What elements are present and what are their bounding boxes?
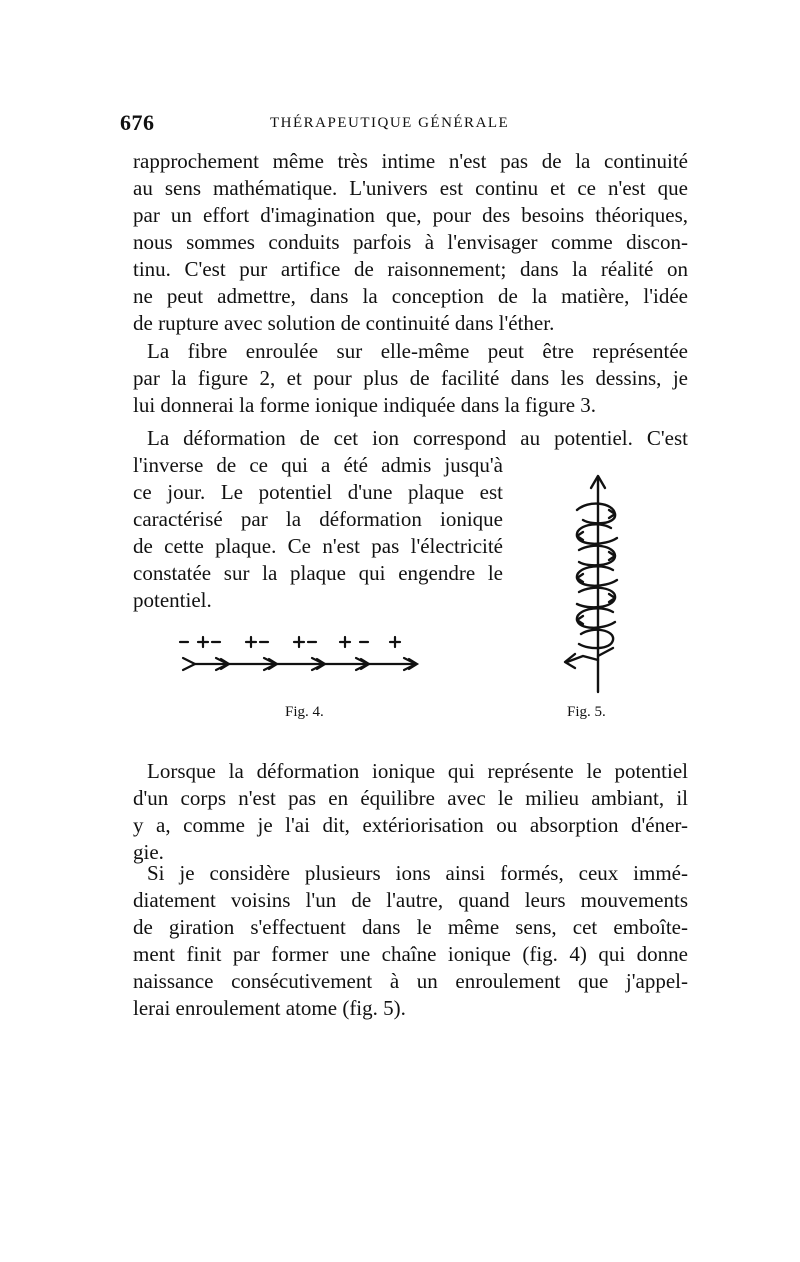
paragraph-deformation	[133, 452, 503, 614]
text-line: constatée sur la plaque qui engendre le	[133, 561, 503, 585]
fig5-caption: Fig. 5.	[567, 704, 606, 720]
text-line: ce jour. Le potentiel d'une plaque est	[133, 480, 503, 504]
fig5-atom-winding	[553, 470, 643, 700]
text-line: Lorsque la déformation ionique qui représente le potentiel	[147, 759, 688, 783]
text-line: ne peut admettre, dans la conception de la matière, l'idée	[133, 284, 688, 308]
page-header	[120, 110, 680, 138]
text-line: La fibre enroulée sur elle-même peut être représentée	[147, 339, 688, 363]
fig4-caption: Fig. 4.	[285, 704, 324, 720]
paragraph-deformation-start	[133, 425, 688, 452]
running-title: THÉRAPEUTIQUE GÉNÉRALE	[270, 115, 510, 131]
paragraph-ions	[133, 860, 688, 1022]
text-line: de giration s'effectuent dans le même sens, cet emboîte-	[133, 915, 688, 939]
text-line: gie.	[133, 840, 164, 864]
text-line: par la figure 2, et pour plus de facilité dans les dessins, je	[133, 366, 688, 390]
text-line: Si je considère plusieurs ions ainsi formés, ceux immé-	[147, 861, 688, 885]
text-line: lui donnerai la forme ionique indiquée dans la figure 3.	[133, 393, 597, 417]
figures-area	[133, 600, 688, 730]
text-line: l'inverse de ce qui a été admis jusqu'à	[133, 453, 503, 477]
paragraph-continuation	[133, 148, 688, 337]
text-line: de cette plaque. Ce n'est pas l'électricité	[133, 534, 503, 558]
paragraph-fibre	[133, 338, 688, 419]
text-line: nous sommes conduits parfois à l'envisager comme discon-	[133, 230, 688, 254]
text-line: rapprochement même très intime n'est pas de la continuité	[133, 149, 688, 173]
page-number: 676	[120, 110, 155, 135]
text-line: La déformation de cet ion correspond au potentiel. C'est	[147, 426, 688, 450]
text-line: caractérisé par la déformation ionique	[133, 507, 503, 531]
text-line: naissance consécutivement à un enroulement que j'appel-	[133, 969, 688, 993]
paragraph-equilibrium	[133, 758, 688, 866]
text-line: tinu. C'est pur artifice de raisonnement; dans la réalité on	[133, 257, 688, 281]
text-line: de rupture avec solution de continuité dans l'éther.	[133, 311, 555, 335]
text-line: d'un corps n'est pas en équilibre avec le milieu ambiant, il	[133, 786, 688, 810]
text-line: diatement voisins l'un de l'autre, quand leurs mouvements	[133, 888, 688, 912]
text-line: ment finit par former une chaîne ionique (fig. 4) qui donne	[133, 942, 688, 966]
text-line: au sens mathématique. L'univers est continu et ce n'est que	[133, 176, 688, 200]
fig4-ionic-chain	[178, 630, 448, 680]
text-line: potentiel.	[133, 588, 212, 612]
text-line: y a, comme je l'ai dit, extériorisation ou absorption d'éner-	[133, 813, 688, 837]
text-line: par un effort d'imagination que, pour des besoins théoriques,	[133, 203, 688, 227]
text-line: lerai enroulement atome (fig. 5).	[133, 996, 406, 1020]
